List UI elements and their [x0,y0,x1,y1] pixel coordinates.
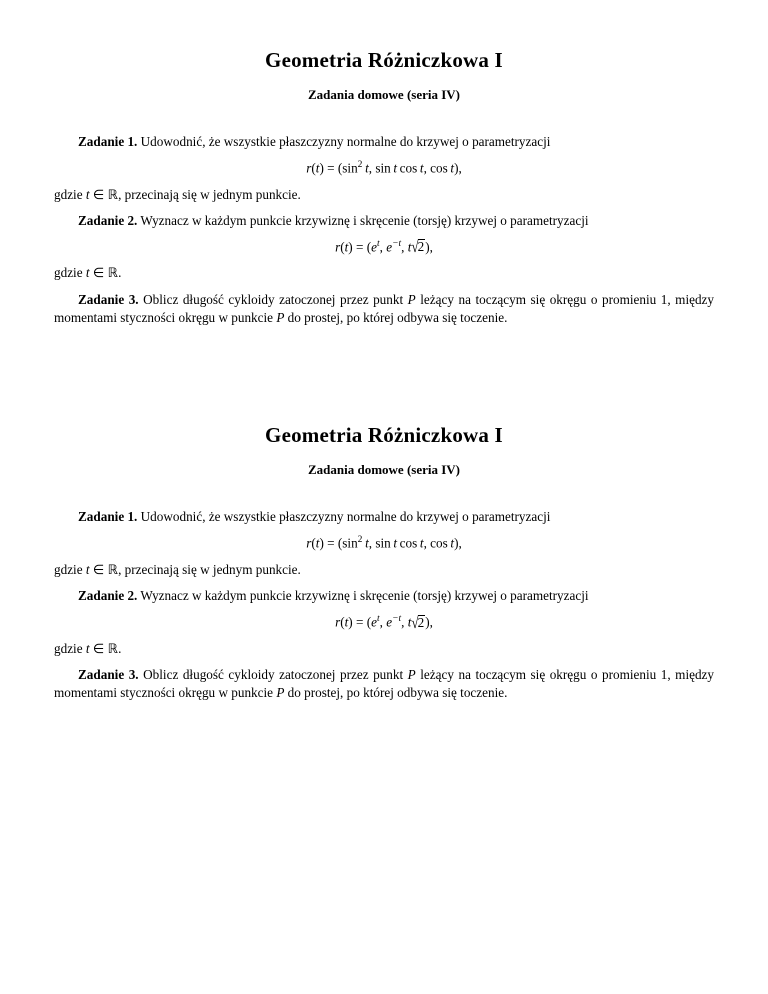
exercise-1-text-copy: Udowodnić, że wszystkie płaszczyzny normalne do krzywej o parametryzacji [140,509,551,525]
exercise-2-text: Wyznacz w każdym punkcie krzywiznę i skręcenie (torsję) krzywej o parametryzacji [140,212,589,228]
exercise-2-after-copy: gdzie t ∈ ℝ. [54,640,122,656]
exercise-1-statement [54,133,714,151]
exercise-2-equation: $r(t) = (e^t$, $e^{-t}$, t√2), [335,237,433,257]
exercise-3-statement-copy: Zadanie 3. Oblicz długość cykloidy zatoczonej przez punkt P leżący na toczącym się okręgu o promieniu 1, między momentami styczności okręgu w punkcie P do prostej, po której odbywa się toczenie. [54,666,714,700]
exercise-2-after: gdzie t ∈ ℝ. [54,265,122,281]
exercise-2-text-copy: Wyznacz w każdym punkcie krzywiznę i skręcenie (torsję) krzywej o parametryzacji [140,587,589,603]
exercise-2-equation-copy: $r(t) = (e^t$, $e^{-t}$, t√2), [335,612,433,632]
exercise-1-after: gdzie t ∈ ℝ, przecinają się w jednym punkcie. [54,186,301,202]
document-section-1 [54,48,714,327]
exercise-1-label-copy: Zadanie 1. [78,509,138,525]
exercise-1-equation-copy: $r(t) = (\sin^2$ t, sin t cos t, cos t), [306,535,462,551]
page-title-1: Geometria Różniczkowa I [265,48,503,72]
exercise-2-label: Zadanie 2. [78,212,138,228]
exercise-1-statement-copy [54,508,714,526]
exercise-3-label-copy: Zadanie 3. [78,666,139,682]
document-section-2 [54,423,714,702]
exercise-1-text: Udowodnić, że wszystkie płaszczyzny normalne do krzywej o parametryzacji [140,134,551,149]
exercise-1-equation: $r(t) = (\sin^2$ t, sin t cos t, cos t), [306,160,462,176]
page-title-2: Geometria Różniczkowa I [265,423,503,448]
exercise-1-label: Zadanie 1. [78,134,138,149]
exercise-1-after-copy: gdzie t ∈ ℝ, przecinają się w jednym punkcie. [54,561,301,577]
exercise-3-label: Zadanie 3. [78,291,139,307]
exercise-2-statement [54,212,714,230]
exercise-2-label-copy: Zadanie 2. [78,587,138,603]
page-subtitle-2: Zadania domowe (seria IV) [307,462,461,478]
exercise-2-statement-copy [54,587,714,605]
exercise-3-statement: Zadanie 3. Oblicz długość cykloidy zatoczonej przez punkt P leżący na toczącym się okręgu o promieniu 1, między momentami styczności okręgu w punkcie P do prostej, po której odbywa się toczenie. [54,291,714,325]
page-subtitle-1: Zadania domowe (seria IV) [307,87,461,102]
